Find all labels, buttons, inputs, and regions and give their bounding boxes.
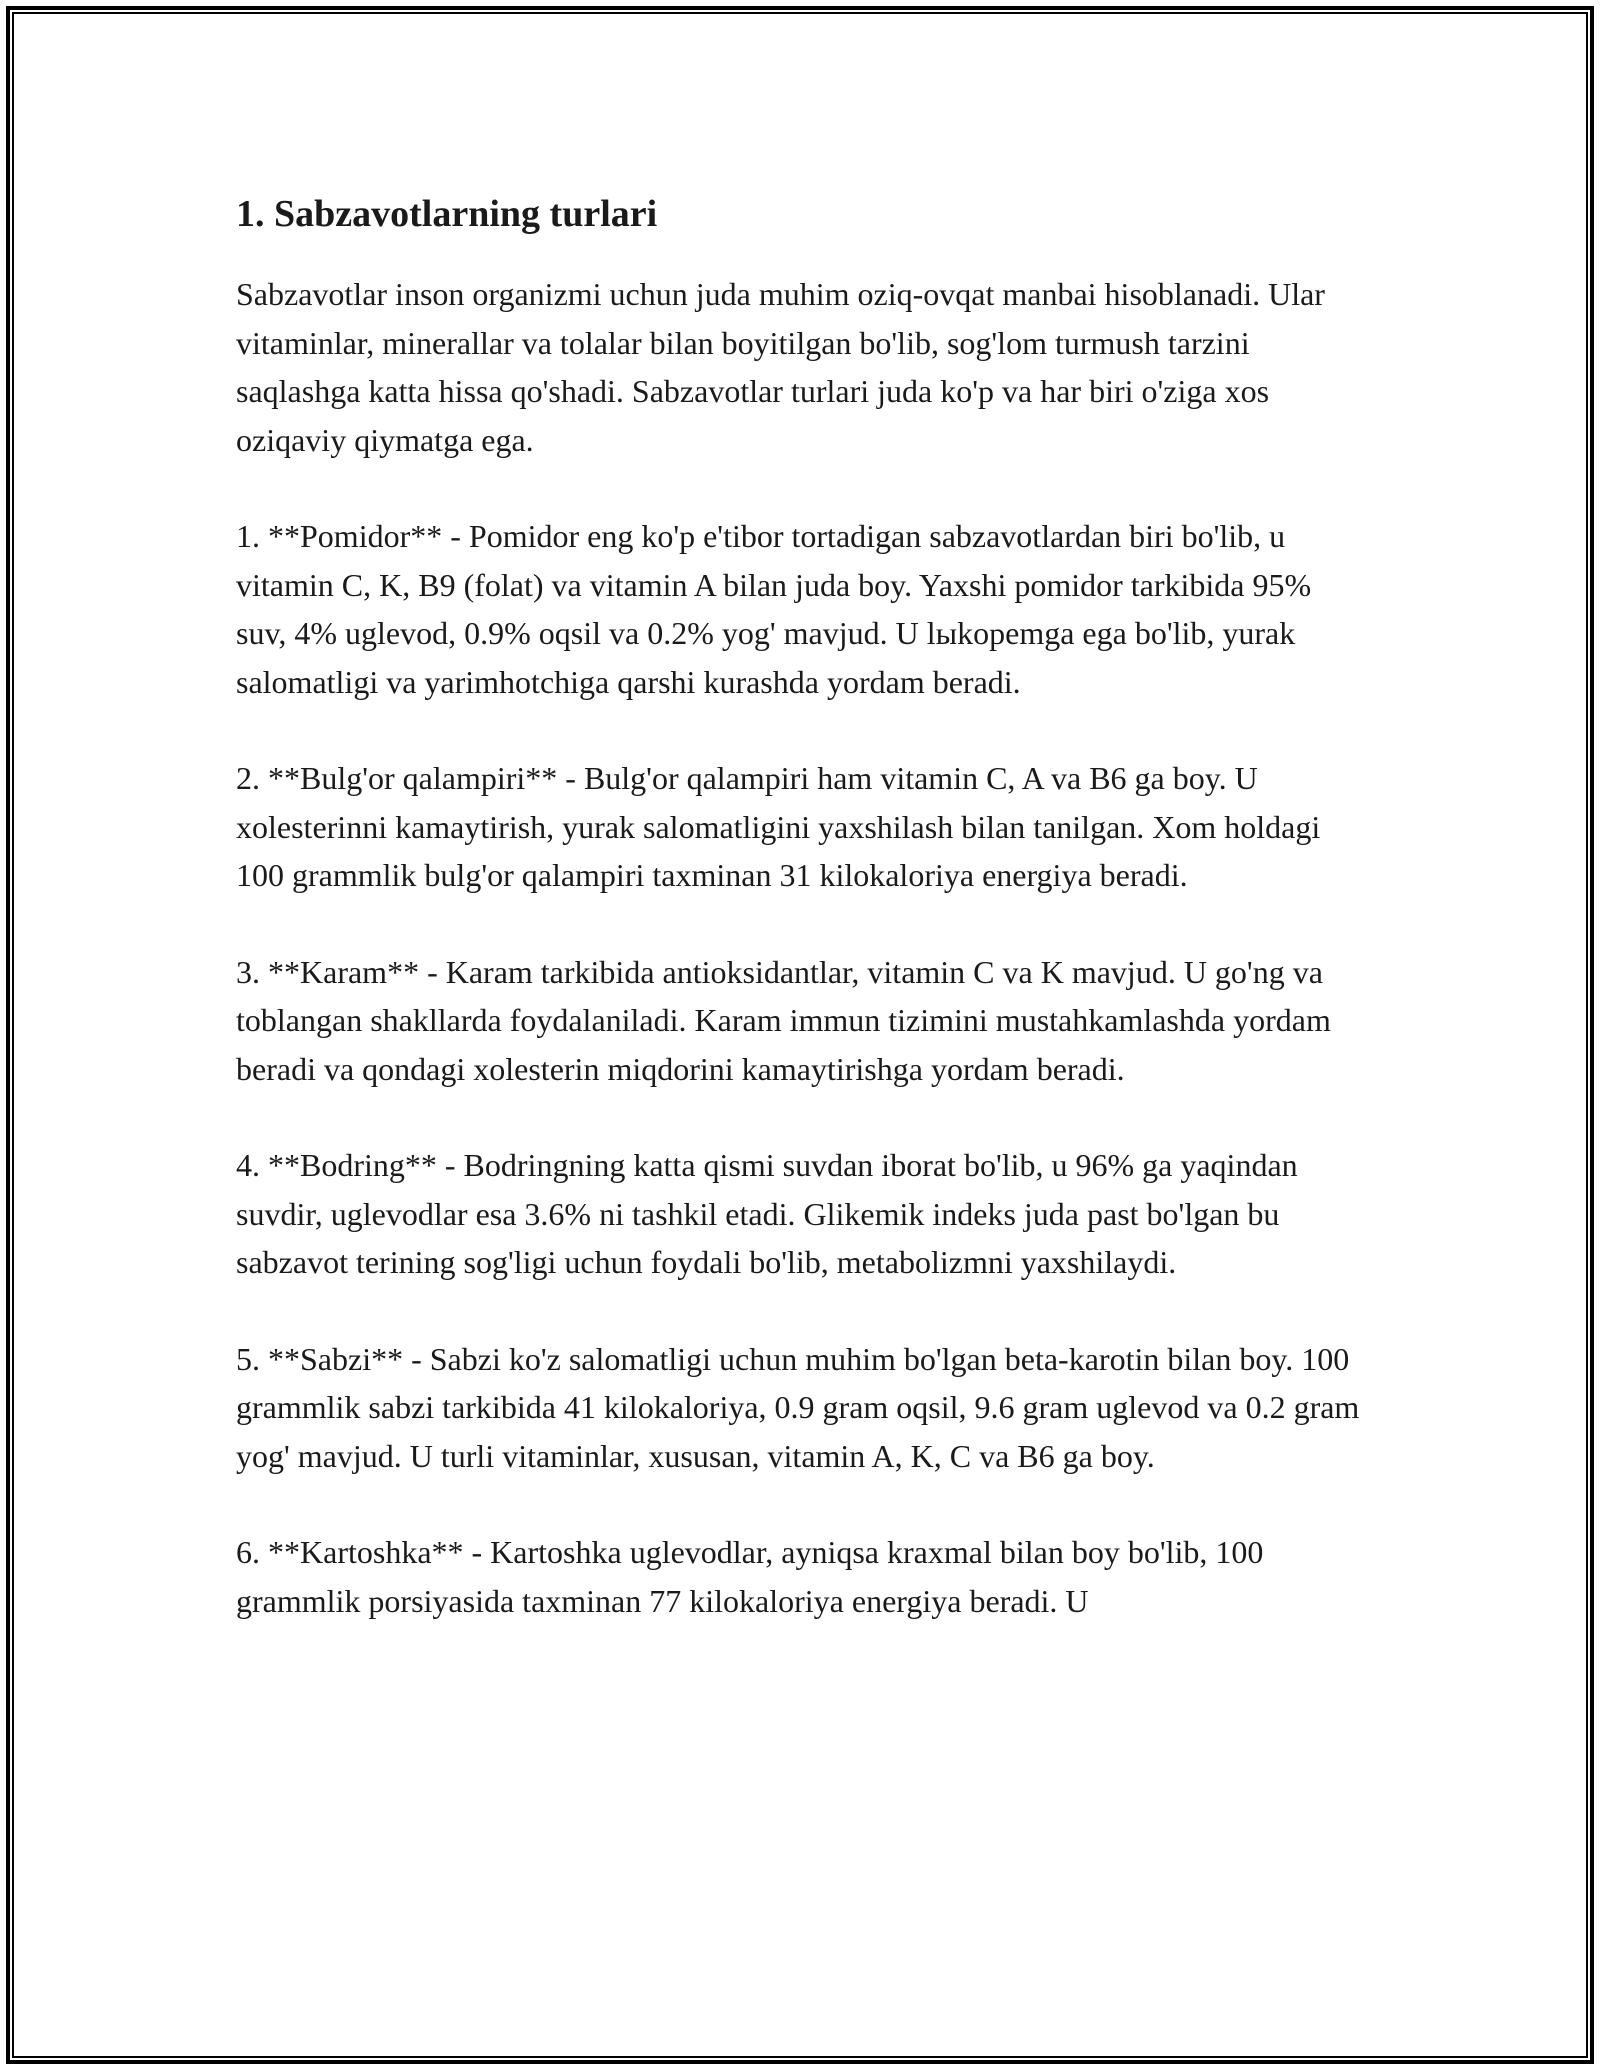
paragraph-karam: 3. **Karam** - Karam tarkibida antioksidantlar, vitamin C va K mavjud. U go'ng va toblangan shakllarda foydalaniladi. Karam immun tizimini mustahkamlashda yordam beradi va qondagi xolesterin miqdorini kamaytirishga yordam beradi. [236, 953, 1331, 1087]
paragraph-sabzi: 5. **Sabzi** - Sabzi ko'z salomatligi uchun muhim bo'lgan beta-karotin bilan boy. 100 grammlik sabzi tarkibida 41 kilokaloriya, 0.9 gram oqsil, 9.6 gram uglevod va 0.2 gram yog' mavjud. U turli vitaminlar, xususan, vitamin A, K, C va B6 ga boy. [236, 1340, 1360, 1474]
paragraph-bodring: 4. **Bodring** - Bodringning katta qismi suvdan iborat bo'lib, u 96% ga yaqindan suvdir, uglevodlar esa 3.6% ni tashkil etadi. Glikemik indeks juda past bo'lgan bu sabzavot terining sog'ligi uchun foydali bo'lib, metabolizmni yaxshilaydi. [236, 1147, 1298, 1280]
intro-paragraph: Sabzavotlar inson organizmi uchun juda muhim oziq-ovqat manbai hisoblanadi. Ular vitaminlar, minerallar va tolalar bilan boyitilgan bo'lib, sog'lom turmush tarzini saqlashga katta hissa qo'shadi. Sabzavotlar turlari juda ko'p va har biri o'ziga xos oziqaviy qiymatga ega. [236, 276, 1325, 458]
paragraph-bulgor-qalampiri: 2. **Bulg'or qalampiri** - Bulg'or qalampiri ham vitamin C, A va B6 ga boy. U xolesterinni kamaytirish, yurak salomatligini yaxshilash bilan tanilgan. Xom holdagi 100 grammlik bulg'or qalampiri taxminan 31 kilokaloriya energiya beradi. [236, 760, 1321, 893]
paragraph-pomidor: 1. **Pomidor** - Pomidor eng ko'p e'tibor tortadigan sabzavotlardan biri bo'lib, u vitamin C, K, B9 (folat) va vitamin A bilan juda boy. Yaxshi pomidor tarkibida 95% suv, 4% uglevod, 0.9% oqsil va 0.2% yog' mavjud. U lыkopemga ega bo'lib, yurak salomatligi va yarimhotchiga qarshi kurashda yordam beradi. [236, 518, 1312, 700]
paragraph-kartoshka: 6. **Kartoshka** - Kartoshka uglevodlar, ayniqsa kraxmal bilan boy bo'lib, 100 grammlik porsiyasida taxminan 77 kilokaloriya energiya beradi. U [236, 1534, 1264, 1619]
section-title: 1. Sabzavotlarning turlari [236, 193, 658, 235]
document-body [236, 186, 1366, 1625]
